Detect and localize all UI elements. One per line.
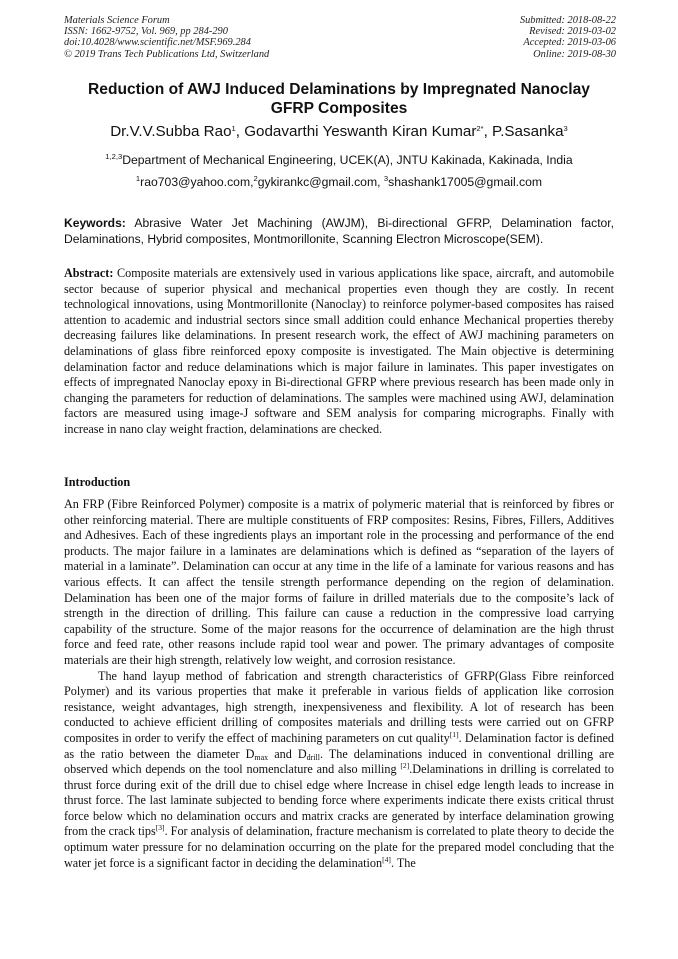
author-2-marker: 2*: [476, 124, 484, 133]
affiliation-text: Department of Mechanical Engineering, UCEK(A), JNTU Kakinada, Kakinada, India: [122, 153, 573, 167]
submitted-date: Submitted: 2018-08-22: [519, 15, 616, 26]
keywords-label: Keywords:: [64, 216, 126, 230]
intro-text: and D: [268, 746, 307, 761]
copyright-line: © 2019 Trans Tech Publications Ltd, Switzerland: [64, 48, 270, 60]
author-separator: ,: [235, 123, 245, 140]
subscript-max: max: [254, 752, 269, 762]
intro-text: . For analysis of delamination, fracture mechanism is correlated to plate theory to decide the optimum water pressure for no delamination occurring on the plate for the prepared model concluding that the water jet force is a significant factor in deciding the delamination: [64, 824, 615, 870]
email-2-marker: 2: [253, 174, 258, 183]
author-separator: ,: [483, 123, 493, 140]
email-2: gykirankc@gmail.com,: [257, 175, 384, 189]
journal-name: Materials Science Forum: [64, 15, 170, 26]
subscript-drill: drill: [306, 752, 320, 762]
intro-text: . Delamination factor is defined as the ratio between the diameter D: [64, 730, 614, 761]
dates-header: [520, 15, 616, 60]
author-2: Godavarthi Yeswanth Kiran Kumar: [244, 123, 477, 140]
author-1: Dr.V.V.Subba Rao: [110, 123, 232, 140]
online-date: Online: 2019-08-30: [533, 48, 616, 60]
citation-4: [4]: [382, 854, 391, 864]
issn-line: ISSN: 1662-9752, Vol. 969, pp 284-290: [64, 26, 228, 38]
author-3: P.Sasanka: [492, 123, 564, 140]
author-emails: [40, 174, 638, 190]
author-3-marker: 3: [563, 124, 568, 133]
email-1: rao703@yahoo.com,: [140, 175, 254, 189]
keywords-block: [64, 215, 614, 247]
abstract-block: [64, 266, 614, 438]
citation-2: [2]: [400, 761, 410, 771]
introduction-body: [64, 497, 614, 871]
citation-1: [1]: [449, 729, 459, 739]
author-1-marker: 1: [231, 124, 236, 133]
paper-title: [60, 80, 618, 118]
keywords-text: Abrasive Water Jet Machining (AWJM), Bi-directional GFRP, Delamination factor, Delaminations, Hybrid composites, Montmorillonite, Scanning Electron Microscope(SEM).: [64, 216, 614, 247]
email-1-marker: 1: [135, 174, 141, 183]
affiliation: [40, 152, 638, 168]
intro-text: .Delaminations in drilling is correlated to thrust force during exit of the drill due to chisel edge where Increase in chisel edge length leads to increase in thrust force. The last laminate subjected to bending force where experiments indicate there exists critical thrust force below which no delamination occurs and matrix cracks are generated by interface delamination growing from the crack tips: [64, 762, 614, 839]
affiliation-marker: 1,2,3: [105, 152, 123, 161]
title-line-2: GFRP Composites: [270, 100, 408, 117]
journal-header: [64, 15, 269, 60]
revised-date: Revised: 2019-03-02: [529, 26, 616, 38]
citation-3: [3]: [155, 823, 165, 833]
intro-paragraph-1: An FRP (Fibre Reinforced Polymer) composite is a matrix of polymeric material that is reinforced by fibres or other reinforcing material. There are multiple constituents of FRP composites: Resins, Fibres, Fillers, Additives and Adhesives. Each of these ingredients plays an important role in the processing and performance of the end products. The major failure in a laminates are delaminations which is defined as “separation of the layers of material in a laminate”. Delamination can occur at any time in the life of a laminate for various reasons and has various effects. It can affect the tensile strength performance depending on the region of delamination. Delamination has been one of the major forms of failure in drilled materials due to the composite’s lack of strength in the direction of drilling. This failure can cause a reduction in the compressive load carrying capability of the structure. Some of the major reasons for the occurrence of delamination are the high thrust force and feed rate, other reasons include rapid tool wear and power. The primary advantages of composite materials are their high strength, relatively low weight, and corrosion resistance.: [64, 497, 614, 667]
email-3: shashank17005@gmail.com: [388, 175, 543, 189]
abstract-text: Composite materials are extensively used in various applications like space, aircraft, and automobile sector because of superior physical and mechanical properties even though they are costly. In recent technological innovations, using Montmorillonite (Nanoclay) to reinforce polymer-based composites has raised attention to academic and industrial sectors since small addition could enhance Mechanical properties thereby decreasing failures like delaminations. In present research work, the effect of AWJ machining parameters on delaminations of glass fibre reinforced epoxy composite is investigated. The Main objective is determining delamination factor and reduce delaminations which is major failure in laminates. This paper investigates on effects of impregnated Nanoclay epoxy in Bi-directional GFRP where previous research has been made only in changing the parameters for reduction of delaminations. The samples were machined using AWJ, delamination factors are measured using image-J software and SEM analysis for comparing micrographs. Finally with increase in nano clay weight fraction, delaminations are checked.: [64, 266, 614, 436]
abstract-label: Abstract:: [64, 266, 114, 280]
accepted-date: Accepted: 2019-03-06: [523, 37, 616, 49]
intro-text: . The delaminations induced in conventional drilling are observed which depends on the tool nomenclature and also milling: [64, 746, 614, 777]
title-line-1: Reduction of AWJ Induced Delaminations by Impregnated Nanoclay: [88, 81, 590, 98]
intro-text: The hand layup method of fabrication and strength characteristics of GFRP(Glass Fibre reinforced Polymer) and its various properties that make it preferable in various fields of application like corrosion resistance, weight advantages, high strength, inexpensiveness and flexibility. A lot of research has been conducted to achieve efficient drilling of composites materials and drilling tests were carried out on GFRP composites in order to verify the effect of machining parameters on cut quality: [64, 668, 614, 745]
author-list: [40, 122, 638, 142]
doi-line: doi:10.4028/www.scientific.net/MSF.969.284: [64, 37, 251, 49]
intro-paragraph-2: [64, 669, 614, 872]
section-heading-introduction: Introduction: [64, 475, 131, 489]
intro-text: . The: [390, 855, 416, 870]
email-3-marker: 3: [383, 174, 389, 183]
